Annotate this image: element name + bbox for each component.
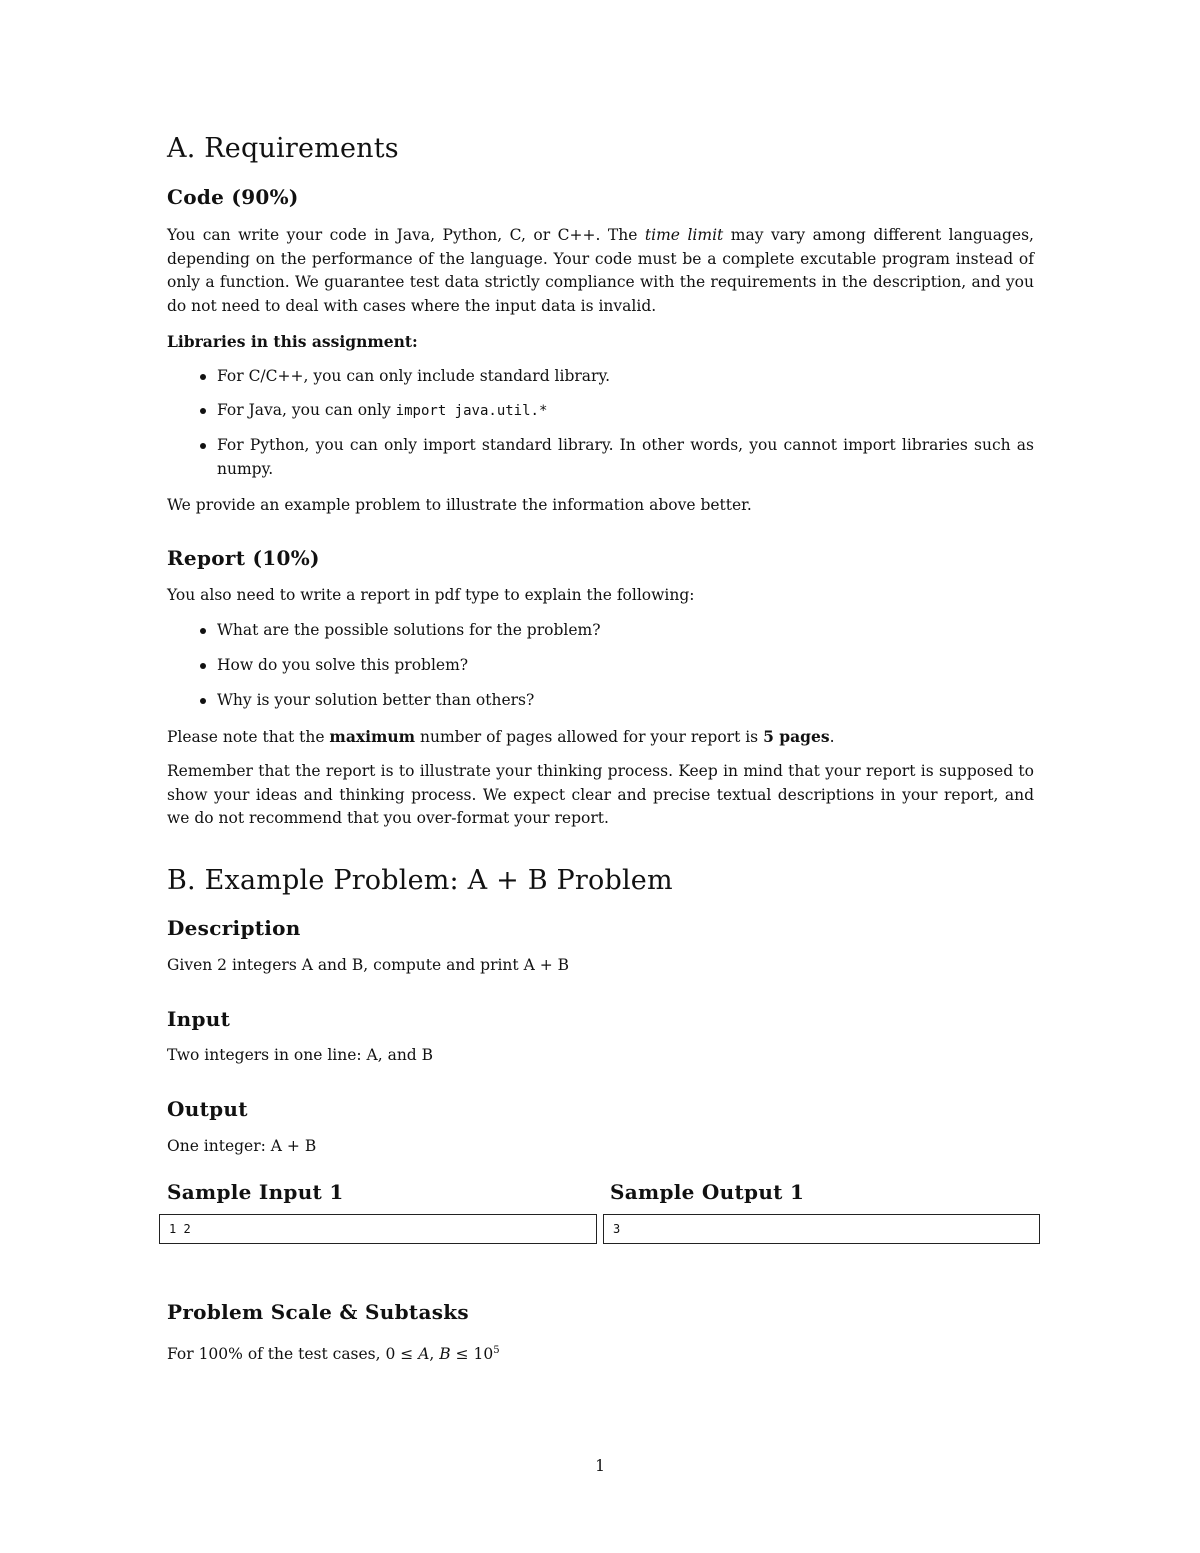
sample-input-heading: Sample Input 1 [167, 1180, 344, 1204]
section-a-title: A. Requirements [167, 133, 399, 164]
list-item [167, 434, 1034, 481]
example-note: We provide an example problem to illustrate the information above better. [167, 496, 752, 514]
output-text: One integer: A + B [167, 1137, 317, 1155]
report-bullet-1: What are the possible solutions for the problem? [217, 621, 601, 639]
scale-text [167, 1339, 1034, 1367]
bullet-text-c: For C/C++, you can only include standard library. [217, 367, 611, 385]
report-heading: Report (10%) [167, 546, 320, 570]
bullet-icon [200, 374, 206, 380]
list-item [167, 399, 1034, 424]
description-heading: Description [167, 916, 301, 940]
section-b-title: B. Example Problem: A + B Problem [167, 865, 673, 896]
pages-maximum: maximum [329, 727, 416, 746]
bullet-icon [200, 443, 206, 449]
scale-exponent: 5 [493, 1345, 500, 1356]
libraries-list-java [167, 399, 1034, 424]
remember-paragraph: Remember that the report is to illustrate your thinking process. Keep in mind that your report is supposed to show your ideas and thinking process. We expect clear and precise textual descriptions in your report, and we do not recommend that you over-format your report. [167, 762, 1034, 827]
sample-output-box: 3 [603, 1214, 1040, 1244]
time-limit-emphasis: time limit [644, 226, 724, 244]
scale-text-prefix: For 100% of the test cases, 0 ≤ [167, 1345, 419, 1363]
report-bullet-2: How do you solve this problem? [217, 656, 469, 674]
input-text: Two integers in one line: A, and B [167, 1046, 434, 1064]
java-import-code: import java.util.* [395, 403, 548, 419]
input-heading: Input [167, 1007, 231, 1031]
list-item [167, 365, 1034, 389]
scale-bound: ≤ 10 [450, 1345, 494, 1363]
pages-note-part1: Please note that the [167, 728, 330, 746]
sample-output-heading: Sample Output 1 [610, 1180, 805, 1204]
report-intro: You also need to write a report in pdf type to explain the following: [167, 586, 695, 604]
bullet-icon [200, 628, 206, 634]
list-item [167, 619, 1034, 643]
output-heading: Output [167, 1097, 248, 1121]
scale-var-a: A [418, 1345, 430, 1363]
pages-note-part3: . [829, 728, 835, 746]
list-item [167, 654, 1034, 678]
code-paragraph-part2: may vary among different languages, depending on the performance of the language. Your code must be a complete excutable program instead of only a function. We guarantee test data strictly compliance with the requirements in the description, and you do not need to deal with cases where the input data is invalid. [167, 226, 1034, 315]
pages-count: 5 pages [763, 727, 830, 746]
list-item [167, 689, 1034, 713]
bullet-icon [200, 663, 206, 669]
report-list-3 [167, 689, 1034, 713]
report-bullet-3: Why is your solution better than others? [217, 691, 535, 709]
libraries-list [167, 365, 1034, 389]
pages-note [167, 725, 1034, 750]
code-paragraph-part1: You can write your code in Java, Python, C, or C++. The [167, 226, 645, 244]
code-paragraph [167, 224, 1034, 318]
document-page [167, 0, 1034, 1553]
report-list-2 [167, 654, 1034, 678]
scale-separator: , [429, 1345, 440, 1363]
report-list [167, 619, 1034, 643]
pages-note-part2: number of pages allowed for your report is [415, 728, 764, 746]
scale-heading: Problem Scale & Subtasks [167, 1300, 469, 1324]
libraries-list-python [167, 434, 1034, 481]
sample-input-box: 1 2 [159, 1214, 597, 1244]
libraries-label: Libraries in this assignment: [167, 332, 418, 351]
bullet-text-java: For Java, you can only [217, 401, 396, 419]
page-number: 1 [595, 1457, 605, 1475]
description-text: Given 2 integers A and B, compute and print A + B [167, 956, 570, 974]
scale-var-b: B [439, 1345, 451, 1363]
bullet-text-python: For Python, you can only import standard library. In other words, you cannot import libraries such as numpy. [217, 436, 1034, 478]
bullet-icon [200, 698, 206, 704]
code-heading: Code (90%) [167, 185, 299, 209]
bullet-icon [200, 408, 206, 414]
